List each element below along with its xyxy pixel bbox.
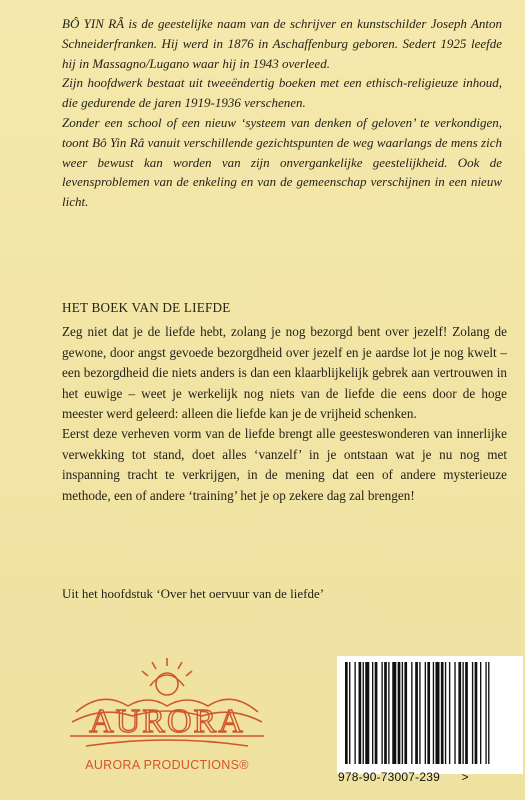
barcode-bar bbox=[398, 662, 401, 764]
barcode-bar bbox=[427, 662, 430, 764]
barcode-bar bbox=[449, 662, 450, 764]
barcode-bar bbox=[419, 662, 420, 764]
isbn-barcode bbox=[337, 656, 523, 774]
barcode-bar bbox=[363, 662, 364, 764]
barcode-bar bbox=[462, 662, 463, 764]
barcode-bar bbox=[345, 662, 348, 764]
barcode-bar bbox=[415, 662, 418, 764]
barcode-bar bbox=[435, 662, 439, 764]
barcode-bar bbox=[381, 662, 382, 764]
barcode-bar bbox=[392, 662, 396, 764]
barcode-bar bbox=[425, 662, 426, 764]
book-paragraph: Zeg niet dat je de liefde hebt, zolang je nog bezorgd bent over jezelf! Zolang de gewone, door angst gevoede bezorgdheid over jezelf en je aardse lot je nog kwelt – een bezorgdheid die niets anders is dan een klaarblijkelijk gebrek aan vertrouwen in het euwige – weet je werkelijk nog niets van de liefde die eens door de hoge meester werd geleerd: alleen die liefde kan je de vrijheid schenken. bbox=[62, 324, 507, 422]
barcode-bar bbox=[365, 662, 369, 764]
book-description bbox=[62, 298, 507, 506]
barcode-bar bbox=[384, 662, 387, 764]
barcode-bar bbox=[458, 662, 461, 764]
barcode-bar bbox=[445, 662, 446, 764]
source-citation: Uit het hoofdstuk ‘Over het oervuur van de liefde’ bbox=[62, 586, 325, 601]
bio-paragraph: BÔ YIN RÂ is de geestelijke naam van de schrijver en kunstschilder Joseph Anton Schneiderfranken. Hij werd in 1876 in Aschaffenburg geboren. Sedert 1925 leefde hij in Massagno/Lugano waar hij in 1943 overleed. bbox=[62, 16, 502, 71]
barcode-bar bbox=[441, 662, 444, 764]
barcode-bar bbox=[354, 662, 355, 764]
barcode-bar bbox=[375, 662, 378, 764]
barcode-bar bbox=[372, 662, 373, 764]
logo-wordmark: AURORA bbox=[89, 703, 245, 740]
author-bio bbox=[62, 14, 502, 212]
barcode-bar bbox=[475, 662, 478, 764]
barcode-bar bbox=[402, 662, 403, 764]
barcode-bar bbox=[349, 662, 350, 764]
barcode-bar bbox=[359, 662, 362, 764]
barcode-bar bbox=[472, 662, 473, 764]
barcode-bar bbox=[404, 662, 407, 764]
bio-paragraph: Zijn hoofdwerk bestaat uit tweeëndertig boeken met een ethisch-religieuze inhoud, die gedurende de jaren 1919-1936 verschenen. bbox=[62, 75, 502, 111]
barcode-bar bbox=[480, 662, 481, 764]
barcode-bar bbox=[411, 662, 412, 764]
isbn-number bbox=[338, 770, 469, 784]
isbn-arrow: > bbox=[461, 770, 469, 784]
barcode-bar bbox=[488, 662, 489, 764]
barcode-bar bbox=[388, 662, 389, 764]
isbn-digits: 978-90-73007-239 bbox=[338, 770, 440, 784]
barcode-bar bbox=[465, 662, 468, 764]
barcode-bar bbox=[485, 662, 486, 764]
barcode-bar bbox=[454, 662, 455, 764]
barcode-bar bbox=[433, 662, 434, 764]
bio-paragraph: Zonder een school of een nieuw ‘systeem van denken of geloven’ te verkondigen, toont Bô Yin Râ vanuit verschillende gezichtspunten de weg waarlangs de mens zich weer bewust kan worden van zijn onvergankelijke geestelijkheid. Ook de levensproblemen van de enkeling en van de gemeenschap verschijnen in een nieuw licht. bbox=[62, 114, 502, 210]
book-paragraph: Eerst deze verheven vorm van de liefde brengt alle geesteswonderen van innerlijke verwekking tot stand, doet alles ‘vanzelf’ in je ontstaan wat je nu nog met inspanning tracht te verkrijgen, in de mening dat een of andere mysterieuze methode, een of andere ‘training’ het je op zekere dag zal brengen! bbox=[62, 426, 507, 503]
publisher-name: AURORA PRODUCTIONS® bbox=[85, 758, 249, 772]
book-heading: HET BOEK VAN DE LIEFDE bbox=[62, 300, 231, 315]
